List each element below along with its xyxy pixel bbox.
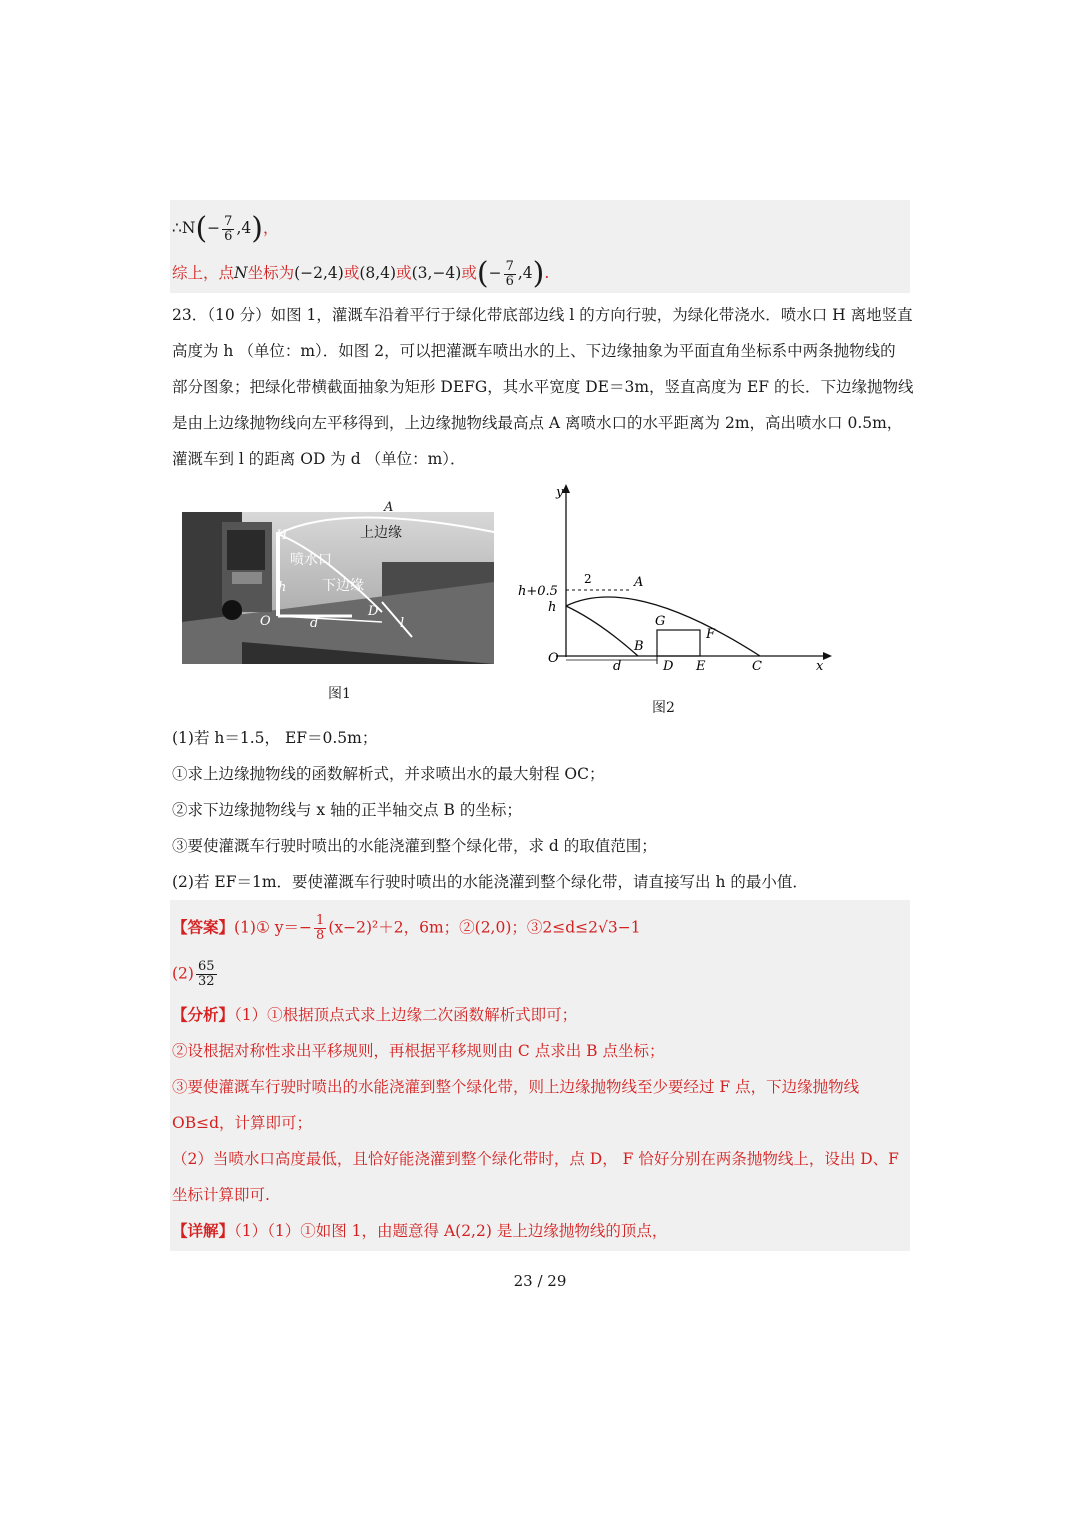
fig1-label-h: h (278, 580, 287, 595)
fig1-label-upper: 上边缘 (360, 525, 402, 541)
part-1: (1)若 h＝1.5， EF＝0.5m； (172, 729, 378, 747)
detail-line-1: 【详解】（1）（1）①如图 1，由题意得 A(2,2) 是上边缘抛物线的顶点， (172, 1221, 668, 1240)
label-A: A (634, 575, 644, 590)
rect-DEFG (657, 630, 700, 656)
question-line-2: 高度为 h （单位：m）．如图 2，可以把灌溉车喷出水的上、下边缘抽象为平面直角坐标系中两条抛物线的 (172, 342, 896, 360)
analysis-line-4: OB≤d，计算即可； (172, 1114, 313, 1132)
label-D: D (663, 659, 674, 674)
page-number: 23 / 29 (513, 1272, 567, 1290)
top-line-2: 综上，点N坐标为(−2,4)或(8,4)或(3,−4)或(− $\frac{7}{6}$ ,4). (172, 256, 550, 291)
part-1-a: ①求上边缘抛物线的函数解析式，并求喷出水的最大射程 OC； (172, 765, 605, 783)
fig1-label-D: D (368, 604, 379, 619)
label-F: F (706, 627, 716, 642)
label-B: B (634, 639, 644, 654)
question-line-3: 部分图象；把绿化带横截面抽象为矩形 DEFG，其水平宽度 DE＝3m，竖直高度为 EF 的长．下边缘抛物线 (172, 378, 914, 396)
analysis-line-6: 坐标计算即可. (172, 1186, 270, 1204)
label-two: 2 (584, 572, 592, 586)
label-G: G (655, 614, 666, 629)
label-O: O (548, 651, 559, 666)
analysis-line-5: （2）当喷水口高度最低，且恰好能浇灌到整个绿化带时，点 D， F 恰好分别在两条抛物线上，设出 D、F (172, 1150, 899, 1168)
label-C: C (752, 659, 762, 674)
part-2: (2)若 EF＝1m．要使灌溉车行驶时喷出的水能浇灌到整个绿化带，请直接写出 h 的最小值． (172, 873, 808, 891)
label-d: d (613, 659, 622, 674)
analysis-line-3: ③要使灌溉车行驶时喷出的水能浇灌到整个绿化带，则上边缘抛物线至少要经过 F 点，下边缘抛物线 (172, 1078, 860, 1096)
lower-parabola (566, 606, 638, 656)
part-1-c: ③要使灌溉车行驶时喷出的水能浇灌到整个绿化带，求 d 的取值范围； (172, 837, 657, 855)
fig1-label-d: d (310, 616, 319, 631)
analysis-line-1: 【分析】（1）①根据顶点式求上边缘二次函数解析式即可； (172, 1005, 578, 1024)
question-line-5: 灌溉车到 l 的距离 OD 为 d （单位：m）． (172, 450, 466, 468)
fig1-label-A: A (384, 500, 394, 515)
top-line-1: ∴N(− $\frac{7}{6}$ ,4)， (172, 211, 279, 246)
fig1-label-l: l (400, 616, 405, 631)
figure-2-caption: 图2 (652, 700, 675, 716)
label-x: x (816, 659, 824, 674)
fig1-label-nozzle: 喷水口 (290, 552, 332, 568)
question-line-1: 23．（10 分）如图 1，灌溉车沿着平行于绿化带底部边线 l 的方向行驶，为绿化带浇水．喷水口 H 离地竖直 (172, 306, 913, 324)
fig1-label-O: O (260, 614, 271, 629)
part-1-b: ②求下边缘抛物线与 x 轴的正半轴交点 B 的坐标； (172, 801, 522, 819)
label-E: E (696, 659, 706, 674)
analysis-line-2: ②设根据对称性求出平移规则，再根据平移规则由 C 点求出 B 点坐标； (172, 1042, 665, 1060)
label-h05: h+0.5 (518, 584, 558, 599)
answer-line-1: 【答案】(1)① y＝− $\frac{1}{8}$ (x−2)²＋2，6m；②(2,0)；③2≤d≤2√3−1 (172, 913, 641, 943)
x-axis-arrow (823, 652, 832, 660)
fig1-label-H: H (276, 528, 288, 543)
label-y: y (556, 485, 564, 500)
figure-2-diagram (510, 482, 840, 682)
fig1-label-lower: 下边缘 (322, 578, 364, 594)
figure-1-caption: 图1 (328, 686, 351, 702)
label-h: h (548, 600, 557, 615)
answer-line-2: (2) $\frac{65}{32}$ (172, 959, 215, 989)
question-line-4: 是由上边缘抛物线向左平移得到，上边缘抛物线最高点 A 离喷水口的水平距离为 2m，高出喷水口 0.5m， (172, 414, 903, 432)
